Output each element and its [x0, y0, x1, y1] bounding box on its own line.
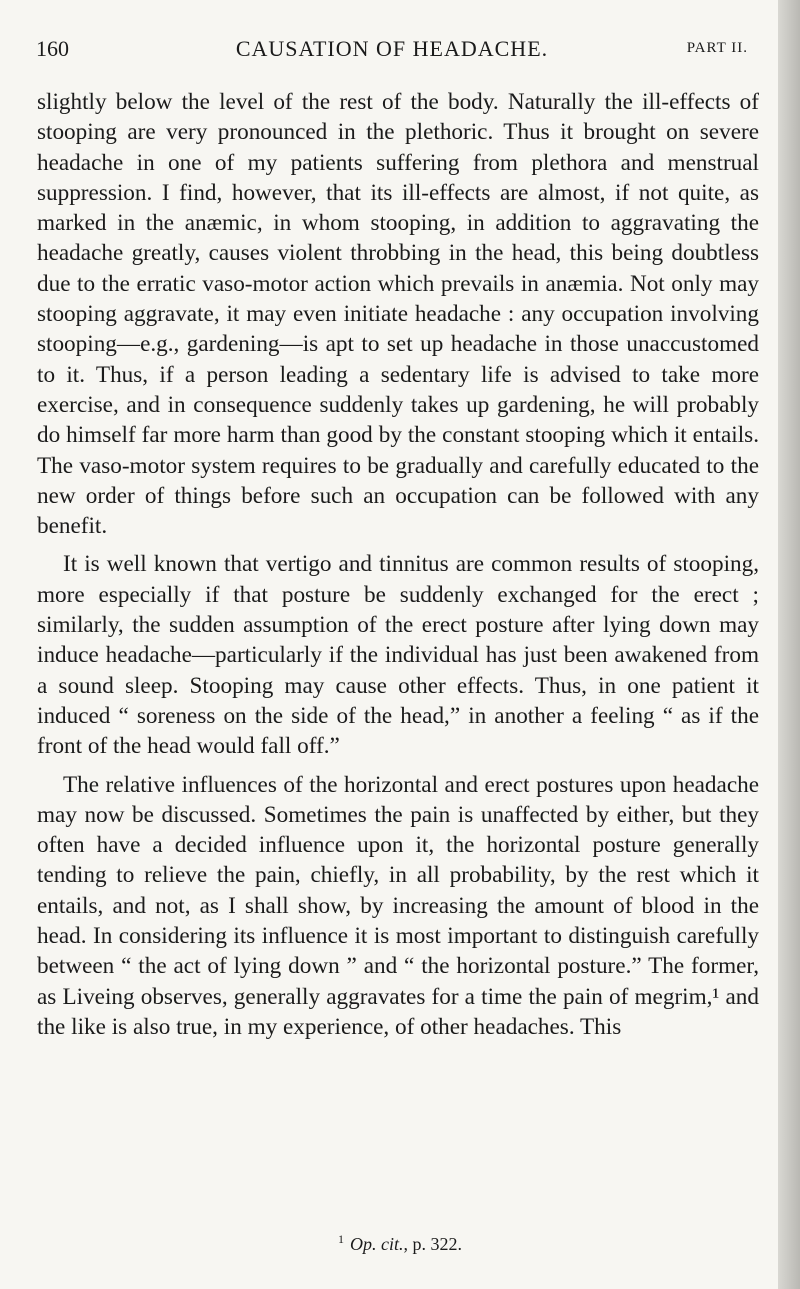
- running-header: [36, 36, 748, 68]
- footnote: [0, 1232, 800, 1255]
- running-title: CAUSATION OF HEADACHE.: [235, 36, 549, 61]
- paragraph-continued: slightly below the level of the rest of the body. Naturally the ill-effects of stooping are very pronounced in the plethoric. Thus it brought on severe headache in one of my patients suffering from plethora and menstrual suppression. I find, however, that its ill-effects are almost, if not quite, as marked in the anæmic, in whom stooping, in addition to aggravating the headache greatly, causes violent throbbing in the head, this being doubtless due to the erratic vaso-motor action which prevails in anæmia. Not only may stooping aggravate, it may even initiate headache : any occupation involving stooping—e.g., gardening—is apt to set up headache in those unaccustomed to it. Thus, if a person leading a sedentary life is advised to take more exercise, and in consequence suddenly takes up gardening, he will probably do himself far more harm than good by the constant stooping which it entails. The vaso-motor system requires to be gradually and carefully educated to the new order of things before such an occupation can be followed with any benefit.: [37, 89, 759, 540]
- page-number: 160: [36, 36, 69, 61]
- paragraph-postures: The relative influences of the horizontal and erect postures upon headache may now be discussed. Sometimes the pain is unaffected by either, but they often have a decided influence upon it, the horizontal posture generally tending to relieve the pain, chiefly, in all probability, by the rest which it entails, and not, as I shall show, by increasing the amount of blood in the head. In considering its influence it is most important to distinguish carefully between “ the act of lying down ” and “ the horizontal posture.” The former, as Liveing observes, generally aggravates for a time the pain of megrim,¹ and the like is also true, in my experience, of other headaches. This: [37, 771, 759, 1040]
- paragraph-vertigo: It is well known that vertigo and tinnitus are common results of stooping, more especially if that posture be suddenly exchanged for the erect ; similarly, the sudden assumption of the erect posture after lying down may induce headache—particularly if the individual has just been awakened from a sound sleep. Stooping may cause other effects. Thus, in one patient it induced “ soreness on the side of the head,” in another a feeling “ as if the front of the head would fall off.”: [37, 551, 759, 760]
- body-text: [37, 87, 759, 1042]
- page-edge-shadow: [778, 0, 800, 1289]
- footnote-page: , p. 322.: [403, 1234, 462, 1254]
- footnote-mark: 1: [338, 1232, 344, 1246]
- part-label: PART II.: [686, 40, 748, 56]
- footnote-source: Op. cit.: [350, 1234, 404, 1254]
